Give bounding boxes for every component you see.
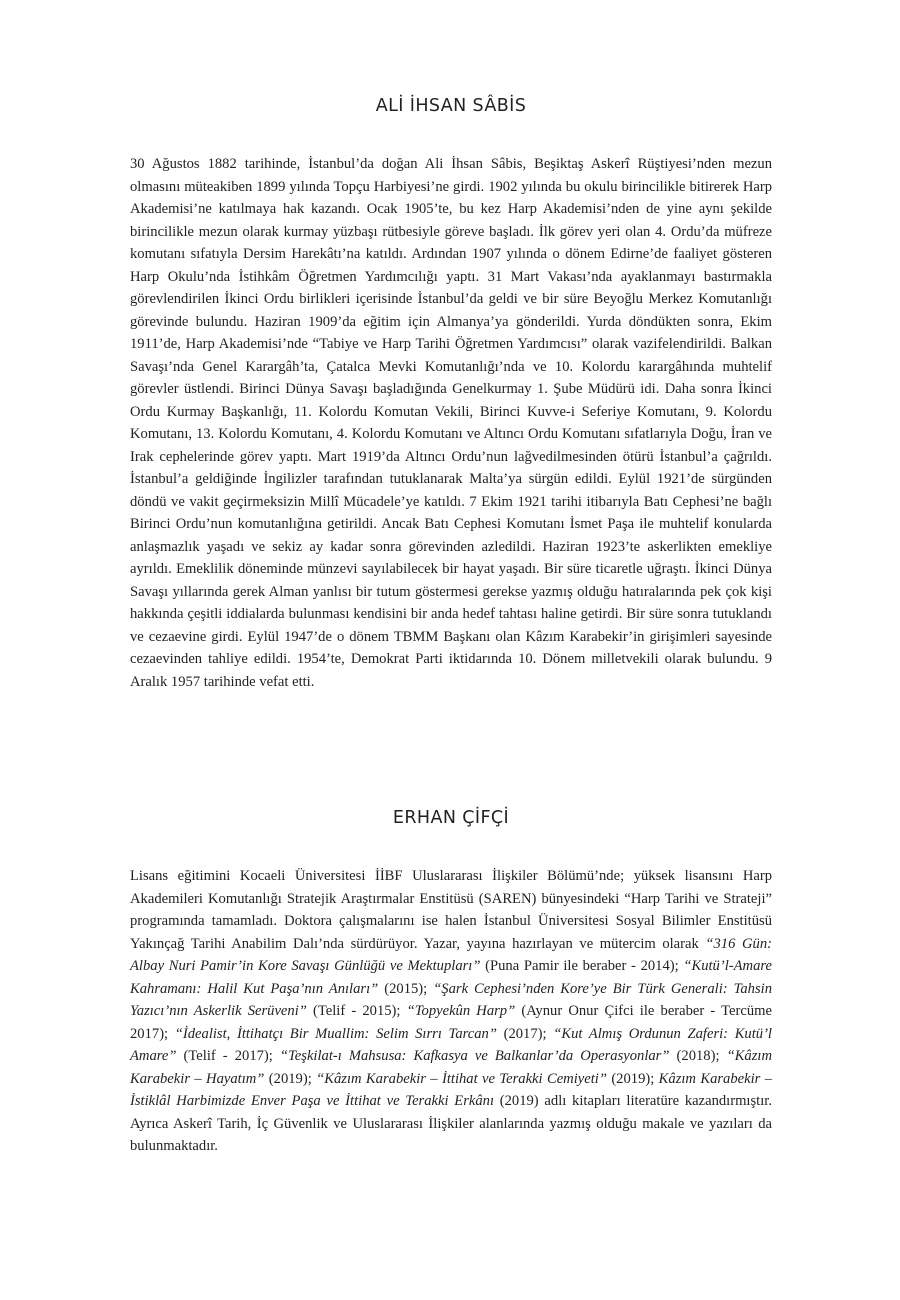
book-title: “Topyekûn Harp”: [406, 1003, 516, 1019]
text-run: (2017);: [496, 1025, 554, 1042]
text-run: Lisans eğitimini Kocaeli Üniversitesi İİBF Uluslararası İlişkiler Bölümü’nde; yüksek lisansını Harp Akademileri Komutanlığı Stratejik Araştırmalar Enstitüsü (SAREN) bünyesindeki “Harp Tarihi ve Strateji” programında tamamladı. Doktora çalışmalarını ise halen İstanbul Üniversitesi Sosyal Bilimler Enstitüsü Yakınçağ Tarihi Anabilim Dalı’nda sürdürüyor. Yazar, yayına hazırlayan ve mütercim olarak: [130, 868, 772, 952]
book-title: “Kâzım Karabekir – İttihat ve Terakki Cemiyeti”: [316, 1070, 607, 1087]
book-title: “Kutü’l-Amare Kahramanı: Halil Kut Paşa’nın Anıları”: [130, 958, 772, 997]
biography-paragraph-sabis: 30 Ağustos 1882 tarihinde, İstanbul’da doğan Ali İhsan Sâbis, Beşiktaş Askerî Rüştiyesi’nden mezun olmasını müteakiben 1899 yılında Topçu Harbiyesi’ne girdi. 1902 yılında bu okulu birincilikle bitirerek Harp Akademisi’ne katılmaya hak kazandı. Ocak 1905’te, bu kez Harp Akademisi’nden de yine aynı şekilde birincilikle mezun olarak kurmay yüzbaşı rütbesiyle göreve başladı. İlk görev yeri olan 4. Ordu’da müfreze komutanı sıfatıyla Dersim Harekâtı’na katıldı. Ardından 1907 yılında o dönem Edirne’de faaliyet gösteren Harp Okulu’nda İstihkâm Öğretmen Yardımcılığı yaptı. 31 Mart Vakası’nda ayaklanmayı bastırmakla görevlendirilen İkinci Ordu birlikleri içerisinde İstanbul’da geldi ve bir süre Beyoğlu Merkez Komutanlığı görevinde bulundu. Haziran 1909’da eğitim için Almanya’ya gönderildi. Yurda döndükten sonra, Ekim 1911’de, Harp Akademisi’nde “Tabiye ve Harp Tarihi Öğretmen Yardımcısı” olarak vazifelendirildi. Balkan Savaşı’nda Genel Karargâh’ta, Çatalca Mevki Komutanlığı’nda ve 10. Kolordu karargâhında muhtelif görevler üstlendi. Birinci Dünya Savaşı başladığında Genelkurmay 1. Şube Müdürü idi. Daha sonra İkinci Ordu Kurmay Başkanlığı, 11. Kolordu Komutan Vekili, Birinci Kuvve-i Seferiye Komutanı, 9. Kolordu Komutanı, 13. Kolordu Komutanı, 4. Kolordu Komutanı ve Altıncı Ordu Komutanı sıfatlarıyla Doğu, İran ve Irak cephelerinde görev yaptı. Mart 1919’da Altıncı Ordu’nun lağvedilmesinden ötürü İstanbul’a çağrıldı. İstanbul’a geldiğinde İngilizler tarafından tutuklanarak Malta’ya sürgün edildi. Eylül 1921’de sürgünden döndü ve vakit geçirmeksizin Millî Mücadele’ye katıldı. 7 Ekim 1921 tarihi itibarıyla Batı Cephesi’ne bağlı Birinci Ordu’nun komutanlığına getirildi. Ancak Batı Cephesi Komutanı İsmet Paşa ile muhtelif konularda anlaşmazlık yaşadı ve sekiz ay kadar sonra görevinden azledildi. Haziran 1923’te askerlikten emekliye ayrıldı. Emeklilik döneminde münzevi sayılabilecek bir hayat yaşadı. Bir süre ticaretle uğraştı. İkinci Dünya Savaşı yıllarında gerek Alman yanlısı bir tutum göstermesi gerekse yazmış olduğu hatıralarında pek çok kişi hakkında çeşitli iddialarda bulunması kendisini bir anda hedef tahtası haline getirdi. Bir süre sonra tutuklandı ve cezaevine girdi. Eylül 1947’de o dönem TBMM Başkanı olan Kâzım Karabekir’in girişimleri sayesinde cezaevinden tahliye edildi. 1954’te, Demokrat Parti iktidarında 10. Dönem milletvekili olarak bulundu. 9 Aralık 1957 tarihinde vefat etti.: [130, 156, 772, 690]
book-title: “Teşkilat-ı Mahsusa: Kafkasya ve Balkanlar’da Operasyonlar”: [279, 1048, 670, 1064]
book-title: “Şark Cephesi’nden Kore’ye Bir Türk Generali: Tahsin Yazıcı’nın Askerlik Serüveni”: [130, 980, 772, 1019]
text-run: (2018);: [669, 1048, 727, 1064]
book-title: “316 Gün: Albay Nuri Pamir’in Kore Savaşı Günlüğü ve Mektupları”: [130, 935, 772, 974]
text-run: (Aynur Onur Çifci ile beraber - Tercüme 2017);: [130, 1003, 772, 1042]
text-run: (2019);: [606, 1070, 659, 1087]
text-run: (Puna Pamir ile beraber - 2014);: [480, 958, 684, 974]
biography-paragraph-cifci: [130, 865, 772, 1158]
text-run: (2019);: [264, 1070, 317, 1087]
text-run: (Telif - 2017);: [176, 1048, 280, 1064]
text-run: (Telif - 2015);: [306, 1003, 407, 1019]
text-run: (2015);: [378, 980, 434, 997]
book-title: Kâzım Karabekir – İstiklâl Harbimizde Enver Paşa ve İttihat ve Terakki Erkânı: [130, 1070, 773, 1109]
book-title: “İdealist, İttihatçı Bir Muallim: Selim Sırrı Tarcan”: [174, 1025, 497, 1042]
book-title: “Kâzım Karabekir – Hayatım”: [130, 1048, 772, 1087]
text-run: (2019) adlı kitapları literatüre kazandırmıştır. Ayrıca Askerî Tarih, İç Güvenlik ve Uluslararası İlişkiler alanlarında yazmış olduğu makale ve yazıları da bulunmaktadır.: [130, 1093, 772, 1154]
section-heading-cifci: ERHAN ÇİFÇİ: [392, 808, 510, 828]
section-heading-sabis: ALİ İHSAN SÂBİS: [375, 96, 527, 116]
book-title: “Kut Almış Ordunun Zaferi: Kutü’l Amare”: [130, 1025, 772, 1064]
